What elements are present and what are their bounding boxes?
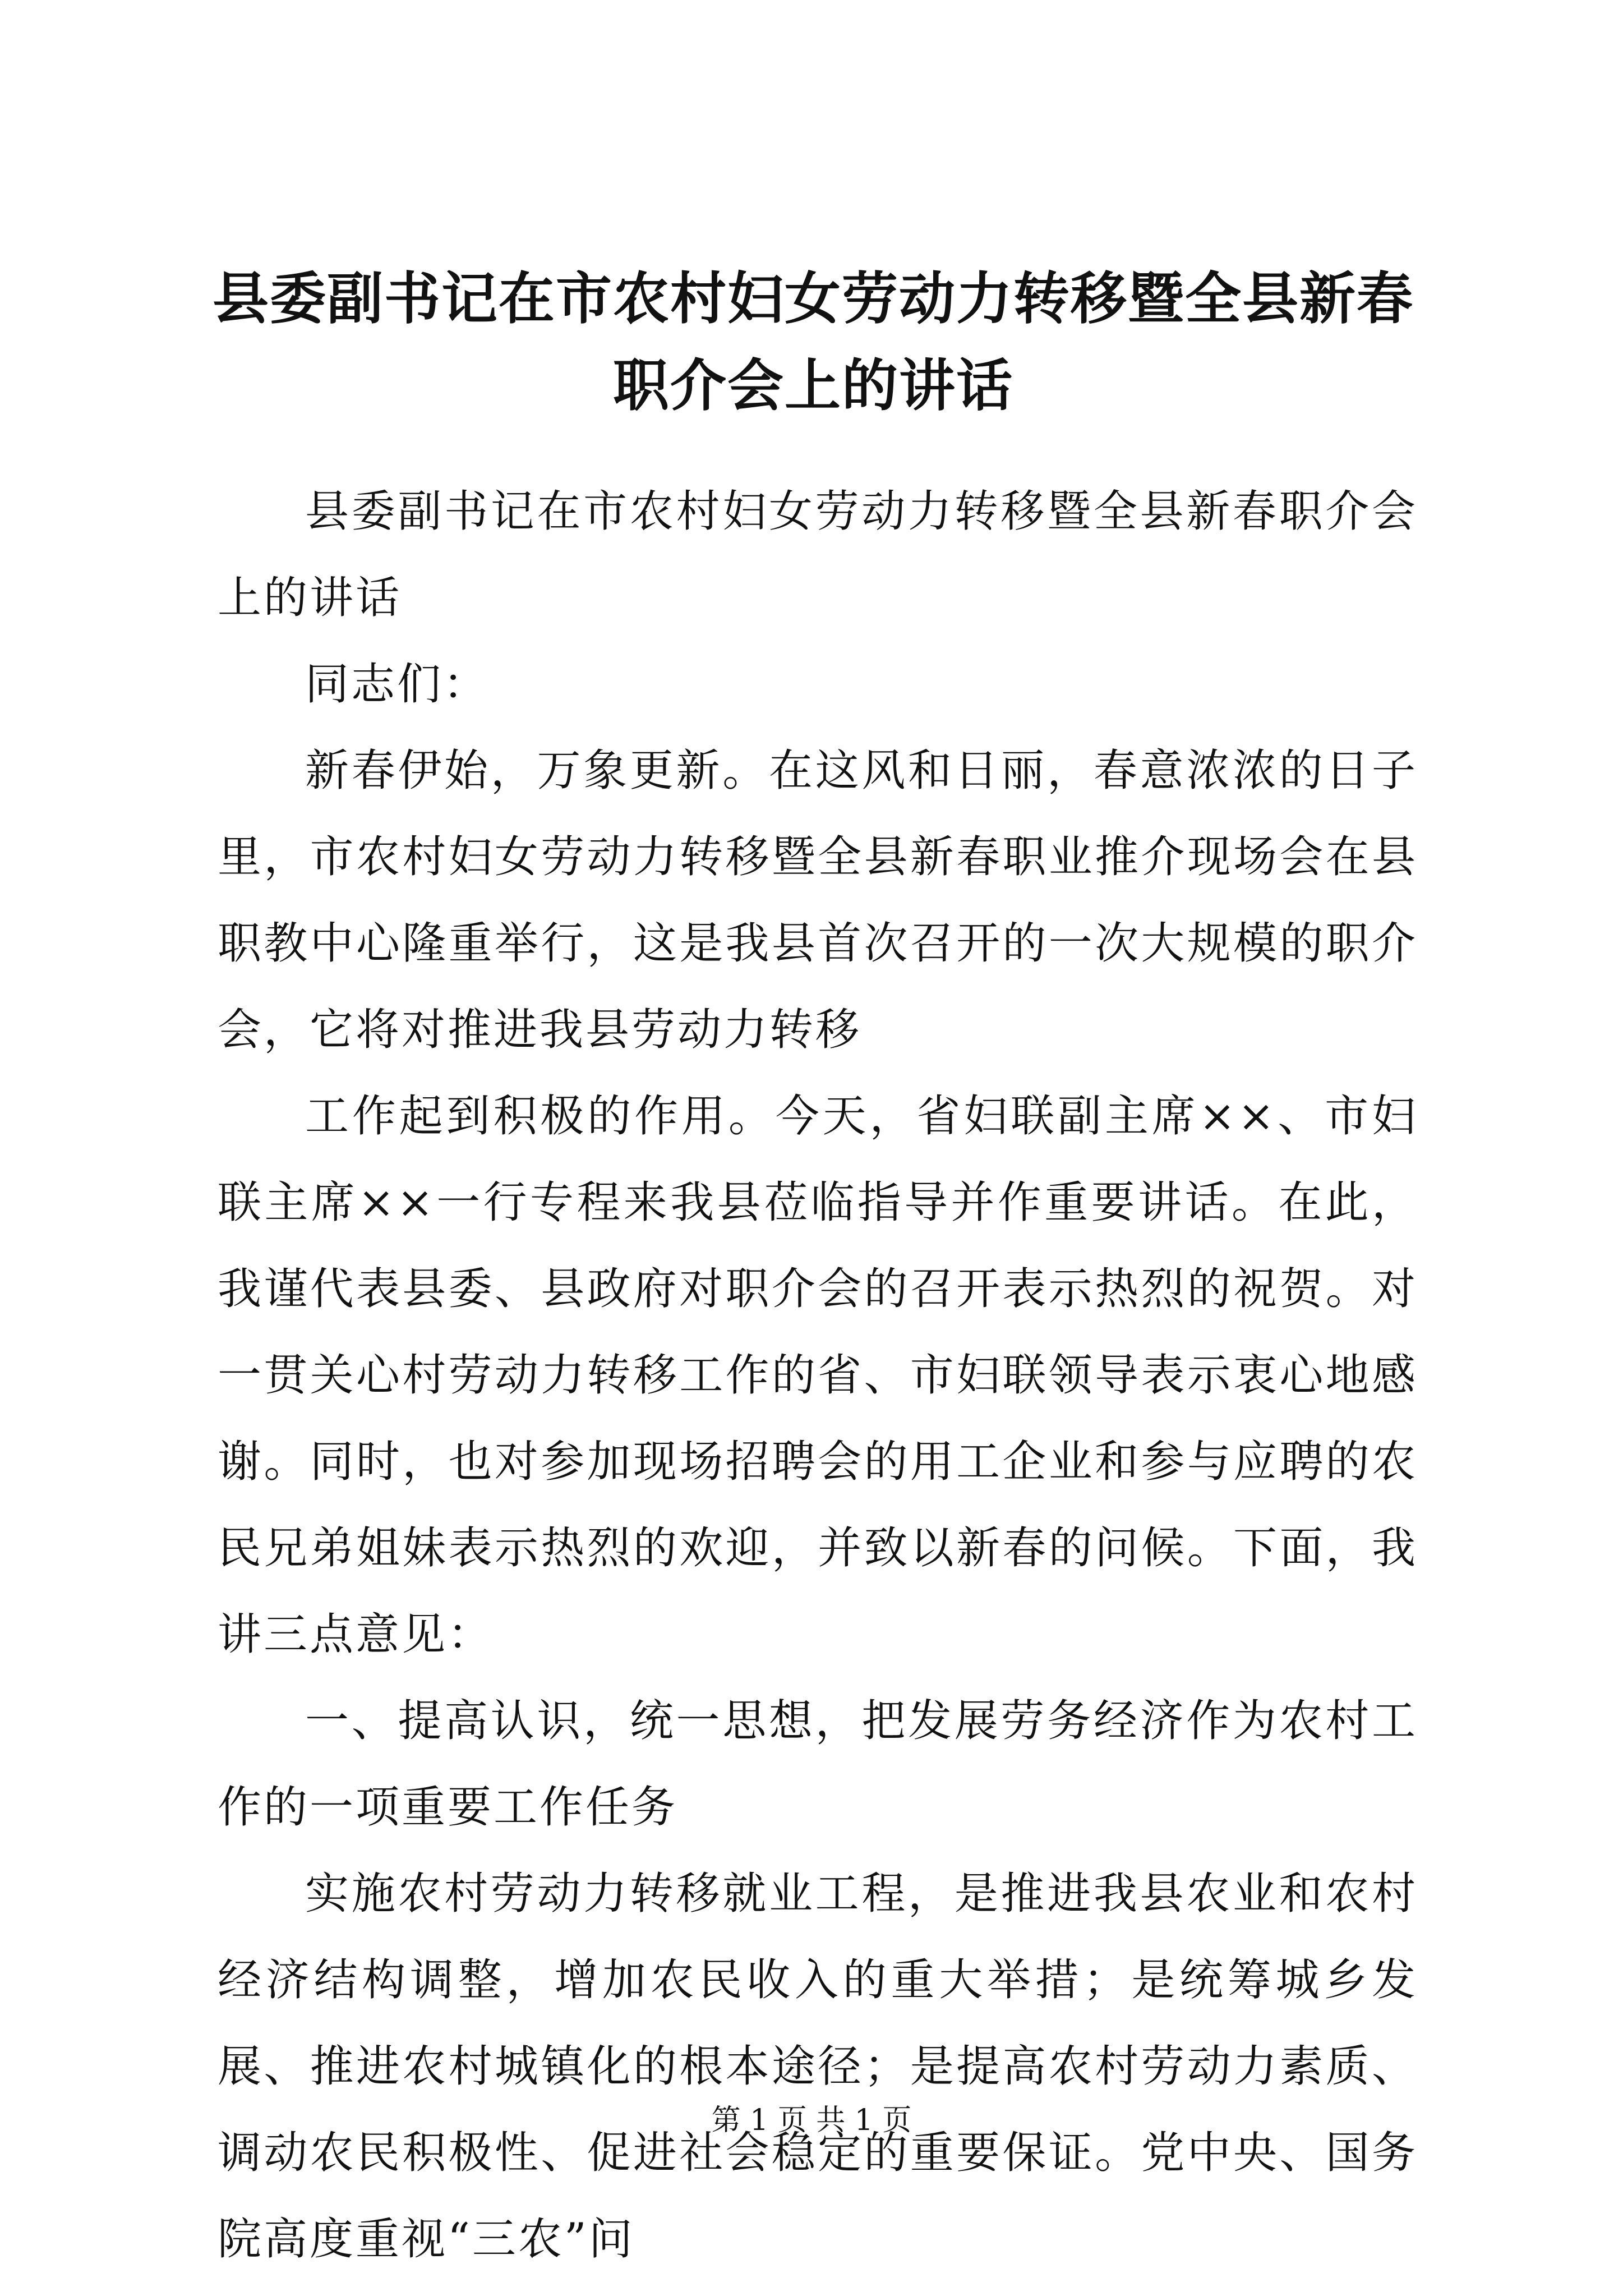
page-footer: 第 1 页 共 1 页: [711, 2104, 912, 2137]
paragraph-opening: 新春伊始，万象更新。在这风和日丽，春意浓浓的日子里，市农村妇女劳动力转移暨全县新春职业推介现场会在县职教中心隆重举行，这是我县首次召开的一次大规模的职介会，它将对推进我县劳动力转移: [218, 746, 1418, 1055]
paragraph-title-repeat: 县委副书记在市农村妇女劳动力转移暨全县新春职介会上的讲话: [218, 486, 1418, 623]
paragraph-thanks: 工作起到积极的作用。今天，省妇联副主席××、市妇联主席××一行专程来我县莅临指导并作重要讲话。在此，我谨代表县委、县政府对职介会的召开表示热烈的祝贺。对一贯关心村劳动力转移工作的省、市妇联领导表示衷心地感谢。同时，也对参加现场招聘会的用工企业和参与应聘的农民兄弟姐妹表示热烈的欢迎，并致以新春的问候。下面，我讲三点意见：: [218, 1091, 1418, 1660]
paragraph-section-heading-1: 一、提高认识，统一思想，把发展劳务经济作为农村工作的一项重要工作任务: [218, 1696, 1418, 1833]
paragraph-salutation: 同志们：: [305, 659, 490, 710]
document-body: [218, 468, 1418, 2283]
document-title: 县委副书记在市农村妇女劳动力转移暨全县新春职介会上的讲话: [213, 265, 1414, 418]
paragraph-section-body-1: 实施农村劳动力转移就业工程，是推进我县农业和农村经济结构调整，增加农民收入的重大举措；是统筹城乡发展、推进农村城镇化的根本途径；是提高农村劳动力素质、调动农民积极性、促进社会稳定的重要保证。党中央、国务院高度重视“三农”问: [218, 1869, 1418, 2265]
